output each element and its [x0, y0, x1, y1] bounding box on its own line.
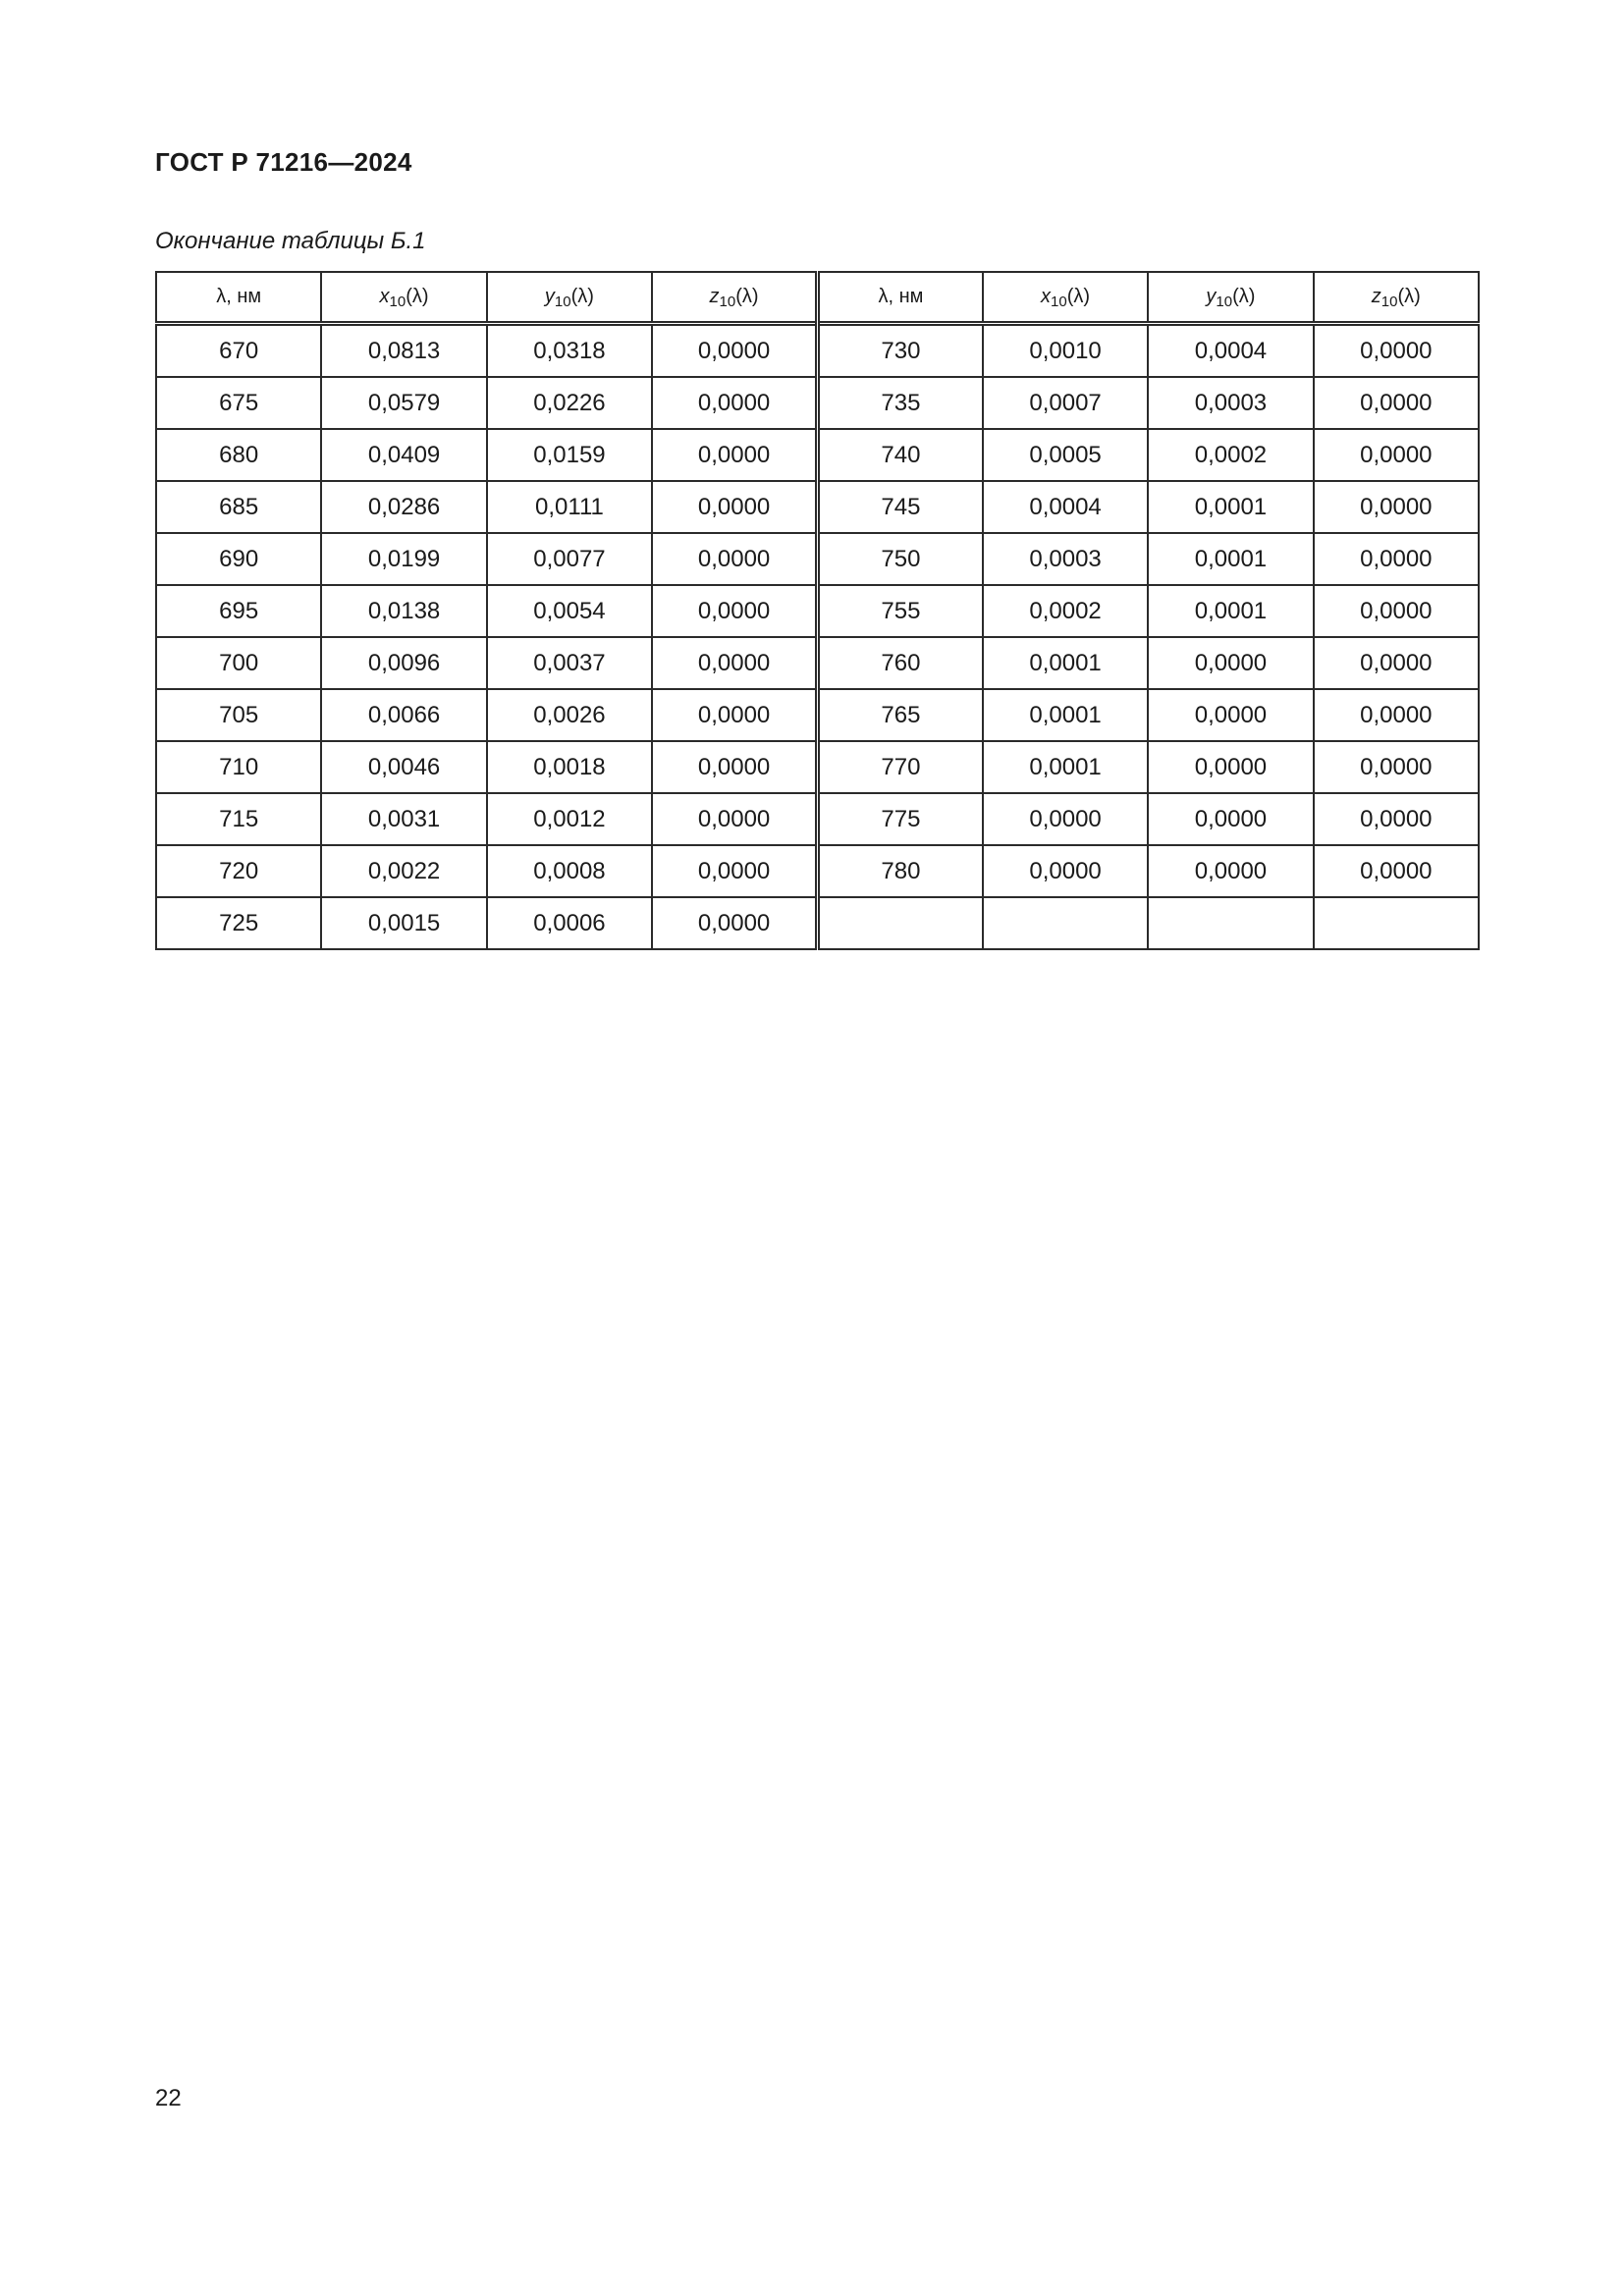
table-cell: 0,0000 — [1314, 689, 1479, 741]
table-cell: 0,0000 — [983, 845, 1148, 897]
table-cell: 0,0000 — [1148, 741, 1313, 793]
table-row — [156, 845, 1479, 897]
table-cell: 750 — [818, 533, 983, 585]
table-cell: 780 — [818, 845, 983, 897]
table-row — [156, 585, 1479, 637]
table-cell: 0,0000 — [1314, 377, 1479, 429]
column-header: λ, нм — [156, 272, 321, 324]
table-cell: 0,0000 — [652, 481, 817, 533]
column-header: $y_{10}(\lambda)$ — [1148, 272, 1313, 324]
table-cell: 670 — [156, 324, 321, 378]
table-cell: 0,0111 — [487, 481, 652, 533]
table-cell: 0,0000 — [652, 793, 817, 845]
table-row — [156, 481, 1479, 533]
table-caption: Окончание таблицы Б.1 — [155, 228, 426, 254]
table-cell: 755 — [818, 585, 983, 637]
data-table — [155, 271, 1480, 950]
table-cell: 685 — [156, 481, 321, 533]
table-body — [156, 324, 1479, 950]
table-cell: 0,0046 — [321, 741, 486, 793]
table-cell: 710 — [156, 741, 321, 793]
table-cell: 745 — [818, 481, 983, 533]
table-cell: 675 — [156, 377, 321, 429]
table-cell: 695 — [156, 585, 321, 637]
table-cell: 0,0000 — [1148, 689, 1313, 741]
table-cell: 0,0226 — [487, 377, 652, 429]
table-cell: 680 — [156, 429, 321, 481]
table-cell: 0,0018 — [487, 741, 652, 793]
table-cell: 0,0286 — [321, 481, 486, 533]
table-cell: 0,0006 — [487, 897, 652, 949]
table-cell: 690 — [156, 533, 321, 585]
table-cell: 730 — [818, 324, 983, 378]
table-cell: 0,0000 — [652, 429, 817, 481]
table-cell: 0,0015 — [321, 897, 486, 949]
table-cell: 0,0000 — [983, 793, 1148, 845]
table-cell: 0,0008 — [487, 845, 652, 897]
table-cell: 0,0003 — [983, 533, 1148, 585]
table-row — [156, 897, 1479, 949]
table-cell: 0,0000 — [652, 533, 817, 585]
table-row — [156, 741, 1479, 793]
table-cell: 0,0000 — [652, 637, 817, 689]
table-cell: 0,0001 — [983, 689, 1148, 741]
table-row — [156, 689, 1479, 741]
table-cell — [1314, 897, 1479, 949]
table-row — [156, 377, 1479, 429]
column-header: $x_{10}(\lambda)$ — [321, 272, 486, 324]
table-cell: 0,0000 — [652, 689, 817, 741]
table-cell: 0,0813 — [321, 324, 486, 378]
table-row — [156, 533, 1479, 585]
table-cell: 0,0001 — [983, 637, 1148, 689]
table-cell: 770 — [818, 741, 983, 793]
table-cell: 0,0000 — [1314, 741, 1479, 793]
table-cell: 0,0000 — [1314, 324, 1479, 378]
table-cell: 0,0026 — [487, 689, 652, 741]
column-header: $z_{10}(\lambda)$ — [1314, 272, 1479, 324]
table-cell: 760 — [818, 637, 983, 689]
table-cell: 0,0004 — [983, 481, 1148, 533]
table-header-row — [156, 272, 1479, 324]
table-cell: 0,0010 — [983, 324, 1148, 378]
table-cell: 0,0000 — [652, 324, 817, 378]
table-cell: 0,0054 — [487, 585, 652, 637]
table-cell — [818, 897, 983, 949]
document-header: ГОСТ Р 71216—2024 — [155, 147, 412, 177]
table-cell: 0,0000 — [1314, 637, 1479, 689]
table-cell: 0,0002 — [1148, 429, 1313, 481]
table-row — [156, 429, 1479, 481]
table-cell: 0,0077 — [487, 533, 652, 585]
table-cell: 0,0004 — [1148, 324, 1313, 378]
table-cell: 0,0007 — [983, 377, 1148, 429]
column-header: $z_{10}(\lambda)$ — [652, 272, 817, 324]
table-cell: 0,0318 — [487, 324, 652, 378]
table-cell: 0,0000 — [1148, 637, 1313, 689]
table-cell: 0,0159 — [487, 429, 652, 481]
column-header: $y_{10}(\lambda)$ — [487, 272, 652, 324]
table-cell: 0,0005 — [983, 429, 1148, 481]
table-cell: 0,0409 — [321, 429, 486, 481]
table-cell — [983, 897, 1148, 949]
table-cell: 705 — [156, 689, 321, 741]
table-row — [156, 793, 1479, 845]
table-cell: 0,0579 — [321, 377, 486, 429]
table-cell: 0,0022 — [321, 845, 486, 897]
table-cell: 700 — [156, 637, 321, 689]
table-cell: 0,0012 — [487, 793, 652, 845]
table-cell: 0,0000 — [1314, 845, 1479, 897]
table-cell: 0,0000 — [652, 845, 817, 897]
table-cell: 0,0003 — [1148, 377, 1313, 429]
table-row — [156, 324, 1479, 378]
table-cell: 0,0000 — [652, 377, 817, 429]
table-cell: 715 — [156, 793, 321, 845]
table-cell: 0,0031 — [321, 793, 486, 845]
table-cell: 0,0002 — [983, 585, 1148, 637]
column-header: $x_{10}(\lambda)$ — [983, 272, 1148, 324]
table-cell: 0,0000 — [652, 897, 817, 949]
table-cell: 0,0000 — [652, 741, 817, 793]
table-cell: 720 — [156, 845, 321, 897]
table-cell: 0,0001 — [983, 741, 1148, 793]
table-cell: 0,0000 — [652, 585, 817, 637]
table-cell: 0,0000 — [1148, 845, 1313, 897]
table-cell: 0,0199 — [321, 533, 486, 585]
table-row — [156, 637, 1479, 689]
table-cell: 725 — [156, 897, 321, 949]
table-cell: 0,0001 — [1148, 585, 1313, 637]
table-cell: 0,0001 — [1148, 481, 1313, 533]
table-cell: 0,0037 — [487, 637, 652, 689]
table-cell: 0,0096 — [321, 637, 486, 689]
column-header: λ, нм — [818, 272, 983, 324]
table-cell: 775 — [818, 793, 983, 845]
table-cell: 740 — [818, 429, 983, 481]
table-cell: 0,0000 — [1314, 533, 1479, 585]
table-cell: 0,0000 — [1314, 793, 1479, 845]
table-cell: 0,0138 — [321, 585, 486, 637]
table-cell: 0,0000 — [1314, 585, 1479, 637]
table-cell: 0,0001 — [1148, 533, 1313, 585]
table-cell — [1148, 897, 1313, 949]
table-cell: 0,0000 — [1314, 429, 1479, 481]
table-cell: 0,0000 — [1148, 793, 1313, 845]
table-cell: 735 — [818, 377, 983, 429]
page-number: 22 — [155, 2085, 182, 2111]
table-cell: 765 — [818, 689, 983, 741]
table-cell: 0,0000 — [1314, 481, 1479, 533]
table-cell: 0,0066 — [321, 689, 486, 741]
